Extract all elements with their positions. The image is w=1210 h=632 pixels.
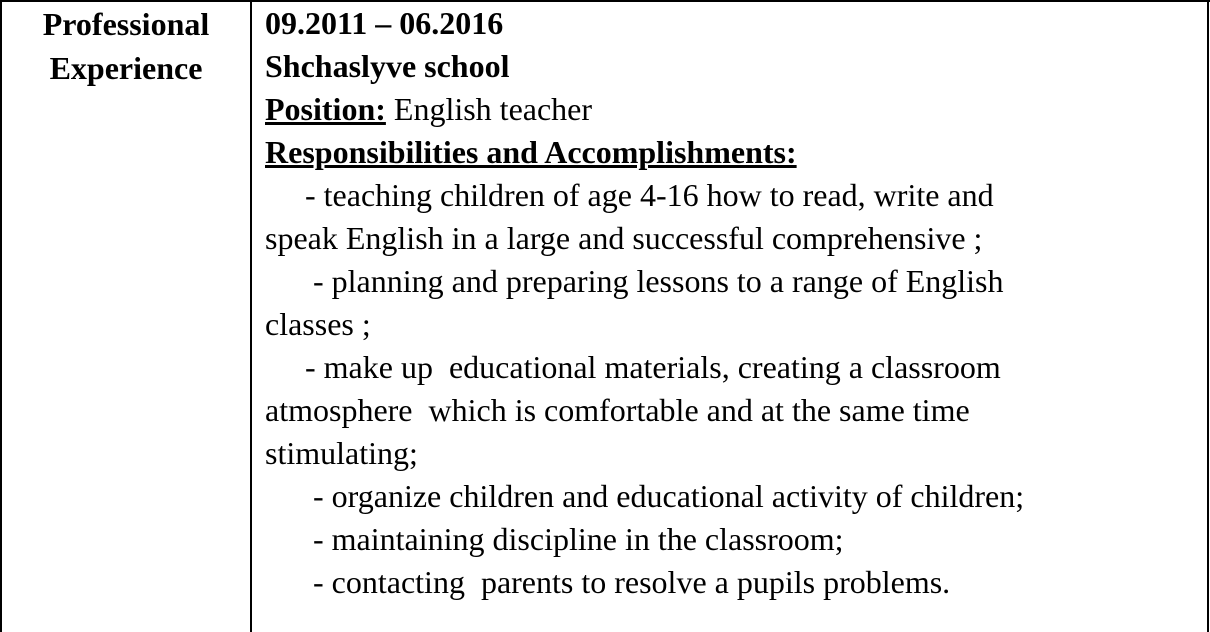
responsibility-line: atmosphere which is comfortable and at the same time: [265, 392, 970, 428]
table-right-border: [1207, 0, 1209, 632]
responsibility-line: stimulating;: [265, 435, 418, 471]
job-dates: 09.2011 – 06.2016: [265, 5, 504, 41]
employer-name: Shchaslyve school: [265, 48, 510, 84]
table-left-border: [0, 0, 2, 632]
responsibility-line: - organize children and educational activity of children;: [265, 478, 1025, 514]
responsibility-line: classes ;: [265, 306, 371, 342]
responsibility-line: - planning and preparing lessons to a range of English: [265, 263, 1004, 299]
responsibility-line: speak English in a large and successful comprehensive ;: [265, 220, 983, 256]
responsibility-line: - contacting parents to resolve a pupils problems.: [265, 564, 951, 600]
responsibilities-heading: Responsibilities and Accomplishments:: [265, 134, 797, 170]
position-label: Position:: [265, 91, 386, 127]
section-label-cell: [4, 2, 248, 90]
experience-content-cell: [265, 2, 1200, 604]
responsibility-line: - maintaining discipline in the classroom;: [265, 521, 844, 557]
responsibility-line: - teaching children of age 4-16 how to read, write and: [265, 177, 994, 213]
position-value: English teacher: [385, 91, 593, 127]
column-divider: [250, 0, 252, 632]
section-label-line-2: Experience: [49, 50, 203, 86]
position-line: [265, 88, 1200, 131]
section-label-line-1: Professional: [42, 6, 210, 42]
responsibility-line: - make up educational materials, creating a classroom: [265, 349, 1001, 385]
